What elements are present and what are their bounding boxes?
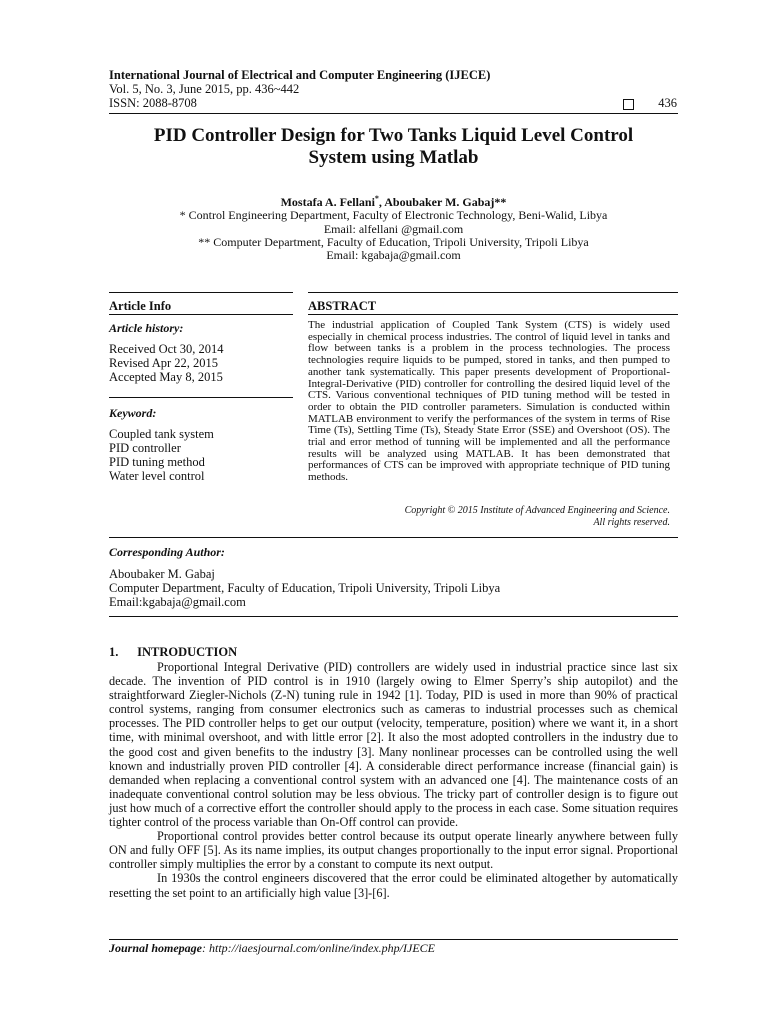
keyword-item: PID tuning method — [109, 455, 205, 469]
introduction-heading: 1. INTRODUCTION — [109, 645, 238, 659]
corresponding-bottom-rule — [109, 616, 678, 617]
history-revised: Revised Apr 22, 2015 — [109, 356, 219, 370]
homepage-colon: : — [202, 941, 210, 955]
keyword-item: Water level control — [109, 469, 205, 483]
author-1: Mostafa A. Fellani — [280, 195, 375, 209]
title-line-2: System using Matlab — [308, 147, 479, 168]
abstract-heading: ABSTRACT — [308, 299, 377, 313]
abstract-bottom-rule — [109, 537, 678, 538]
article-info-sub-rule — [109, 314, 293, 315]
copyright-line-2: All rights reserved. — [593, 517, 670, 528]
author-2: Aboubaker M. Gabaj** — [384, 195, 507, 209]
journal-homepage — [109, 941, 435, 956]
corresponding-heading: Corresponding Author: — [109, 545, 225, 559]
header-rule — [109, 113, 678, 114]
page-number: 436 — [658, 96, 677, 110]
copyright-line-1: Copyright © 2015 Institute of Advanced Engineering and Science. — [404, 505, 670, 516]
corresponding-block — [109, 567, 500, 609]
journal-volume: Vol. 5, No. 3, June 2015, pp. 436~442 — [109, 82, 300, 96]
affiliation-2-email: Email: kgabaja@gmail.com — [326, 248, 461, 262]
square-bullet-icon — [623, 99, 634, 110]
history-accepted: Accepted May 8, 2015 — [109, 370, 223, 384]
author-1-mark: * — [374, 194, 379, 203]
intro-paragraph-2: Proportional control provides better control because its output operate linearly anywhere between fully ON and fully OFF [5]. As its name implies, its output changes proportionally to the input error signal. Proportional controller simply multiplies the error by a constant to compute its next output. — [109, 829, 678, 872]
keyword-list — [109, 427, 214, 483]
introduction-body — [109, 660, 678, 900]
affiliation-2: ** Computer Department, Faculty of Education, Tripoli University, Tripoli Libya — [198, 235, 589, 249]
article-info-heading: Article Info — [109, 299, 172, 313]
journal-issn: ISSN: 2088-8708 — [109, 96, 197, 110]
homepage-url[interactable]: http://iaesjournal.com/online/index.php/IJECE — [209, 941, 435, 955]
history-list — [109, 342, 224, 384]
homepage-label: Journal homepage — [109, 941, 203, 955]
title-line-1: PID Controller Design for Two Tanks Liquid Level Control — [153, 125, 634, 146]
intro-paragraph-3: In 1930s the control engineers discovered that the error could be eliminated altogether by automatically resetting the set point to an artificially high value [3]-[6]. — [109, 871, 678, 900]
journal-name: International Journal of Electrical and Computer Engineering (IJECE) — [109, 68, 491, 82]
history-received: Received Oct 30, 2014 — [109, 342, 224, 356]
footer-rule — [109, 939, 678, 940]
affiliation-1: * Control Engineering Department, Faculty of Electronic Technology, Beni-Walid, Libya — [179, 208, 608, 222]
keyword-item: Coupled tank system — [109, 427, 214, 441]
keyword-heading: Keyword: — [109, 406, 157, 420]
abstract-text: The industrial application of Coupled Tank System (CTS) is widely used especially in chemical process industries. The control of liquid level in tanks and flow between tanks is a problem in the process technologies. The process technologies require liquids to be pumped, stored in tanks, and then pumped to another tank systematically. This paper presents development of Proportional-Integral-Derivative (PID) controller for controlling the desired liquid level of the CTS. Various conventional techniques of PID tuning method will be tested in order to obtain the PID controller parameters. Simulation is conducted within MATLAB environment to verify the performances of the system in terms of Rise Time (Ts), Settling Time (Ts), Steady State Error (SSE) and Overshoot (OS). The trial and error method of tunning will be implemented and all the performance results will be analyzed using MATLAB. It has been demonstrated that performances of CTS can be improved with appropriate technique of PID tuning methods. — [308, 319, 670, 484]
corresponding-email: Email:kgabaja@gmail.com — [109, 595, 246, 609]
keyword-item: PID controller — [109, 441, 181, 455]
abstract-sub-rule — [308, 314, 678, 315]
article-history-heading: Article history: — [109, 321, 184, 335]
author-separator: , — [378, 195, 385, 209]
corresponding-dept: Computer Department, Faculty of Education, Tripoli University, Tripoli Libya — [109, 581, 501, 595]
intro-paragraph-1: Proportional Integral Derivative (PID) controllers are widely used in industrial practice since last six decade. The invention of PID control is in 1910 (largely owing to Elmer Sperry’s ship autopilot) and the straightforward Ziegler-Nichols (Z-N) tuning rule in 1942 [1]. Today, PID is used in more than 90% of practical control systems, ranging from consumer electronics such as cameras to industrial processes such as chemical processes. The PID controller helps to get our output (velocity, temperature, position) where we want it, in a short time, with minimal overshoot, and with little error [2]. It also the most adopted controllers in the industry due to the good cost and given benefits to the industry [3]. Many nonlinear processes can be controlled using the well known and industrially proven PID controller [4]. A considerable direct performance increase (financial gain) is demanded when replacing a conventional control system with an advanced one [4]. The maintenance costs of an inadequate conventional control solution may be less obvious. The tricky part of controller design is to figure out just how much of a corrective effort the controller should apply to the process in each case. Some situation requires tighter control of the process variable than On-Off control can provide. — [109, 660, 678, 830]
corresponding-name: Aboubaker M. Gabaj — [109, 567, 215, 581]
history-divider — [109, 397, 293, 398]
article-info-top-rule — [109, 292, 293, 293]
paper-title — [109, 125, 678, 169]
abstract-top-rule — [308, 292, 678, 293]
affiliation-1-email: Email: alfellani @gmail.com — [323, 222, 464, 236]
